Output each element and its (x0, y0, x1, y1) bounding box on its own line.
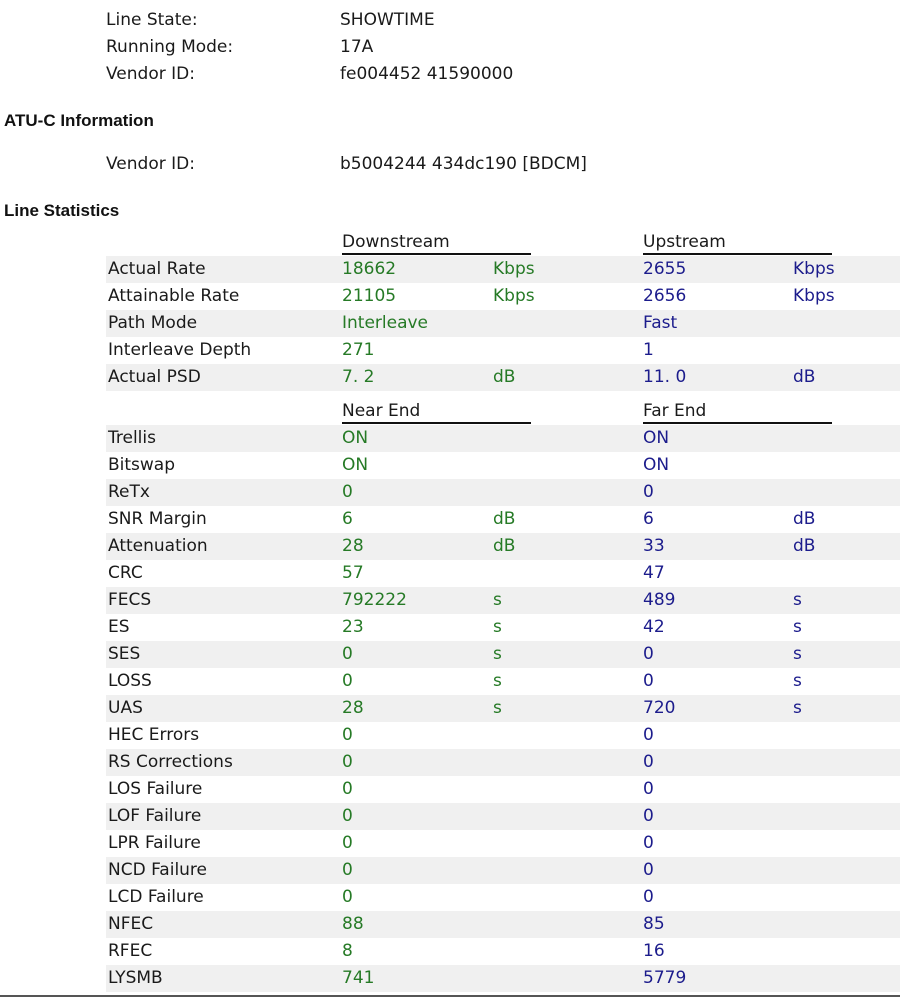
row-value: 18662 (342, 259, 397, 279)
row-label: HEC Errors (108, 725, 200, 745)
row-value: 0 (643, 644, 654, 664)
row-value: 0 (643, 860, 654, 880)
row-label: Actual PSD (108, 367, 201, 387)
table-row (106, 803, 900, 830)
row-unit: dB (493, 367, 516, 387)
table-row (106, 965, 900, 992)
rate-header-row (106, 229, 900, 256)
row-value: 28 (342, 536, 364, 556)
table-row (106, 587, 900, 614)
row-unit: s (793, 617, 802, 637)
table-row (106, 911, 900, 938)
row-label: LCD Failure (108, 887, 204, 907)
table-row (106, 560, 900, 587)
table-row (106, 337, 900, 364)
row-value: 6 (342, 509, 353, 529)
row-label: Path Mode (108, 313, 198, 333)
row-label: LOF Failure (108, 806, 202, 826)
row-label: RS Corrections (108, 752, 233, 772)
row-value: 0 (643, 833, 654, 853)
row-value: Interleave (342, 313, 429, 333)
row-unit: s (793, 671, 802, 691)
row-label: Bitswap (108, 455, 176, 475)
row-unit: Kbps (493, 286, 535, 306)
row-unit: s (793, 698, 802, 718)
row-value: 0 (643, 725, 654, 745)
table-row (106, 695, 900, 722)
row-label: SES (108, 644, 141, 664)
row-value: 1 (643, 340, 654, 360)
table-row (106, 533, 900, 560)
row-label: NCD Failure (108, 860, 208, 880)
row-value: 88 (342, 914, 364, 934)
table-row (106, 479, 900, 506)
atu-c-vendor-id-row (0, 151, 900, 178)
row-value: ON (643, 428, 670, 448)
row-label: LOS Failure (108, 779, 203, 799)
row-unit: Kbps (793, 286, 835, 306)
row-value: 0 (643, 887, 654, 907)
row-value: 0 (643, 806, 654, 826)
row-unit: dB (793, 509, 816, 529)
row-value: 23 (342, 617, 364, 637)
table-row (106, 641, 900, 668)
near-end-header: Near End (342, 400, 531, 424)
upstream-header: Upstream (643, 231, 832, 255)
row-label: Actual Rate (108, 259, 206, 279)
info-row-running-mode (0, 34, 900, 61)
row-value: 489 (643, 590, 676, 610)
row-unit: Kbps (493, 259, 535, 279)
far-end-header: Far End (643, 400, 832, 424)
row-label: ReTx (108, 482, 150, 502)
row-value: 7. 2 (342, 367, 375, 387)
row-unit: s (793, 644, 802, 664)
row-value: 0 (643, 671, 654, 691)
table-row (106, 884, 900, 911)
table-bottom-border (0, 995, 900, 997)
row-value: 0 (342, 671, 353, 691)
table-row (106, 364, 900, 391)
row-unit: dB (493, 536, 516, 556)
info-value: fe004452 41590000 (340, 64, 514, 84)
table-row (106, 938, 900, 965)
row-value: 0 (643, 752, 654, 772)
info-label: Running Mode: (106, 37, 234, 57)
row-value: ON (342, 428, 369, 448)
row-label: LOSS (108, 671, 152, 691)
line-statistics-table (106, 229, 900, 992)
row-label: SNR Margin (108, 509, 207, 529)
info-value: SHOWTIME (340, 10, 435, 30)
row-value: 21105 (342, 286, 397, 306)
info-label: Vendor ID: (106, 64, 195, 84)
table-row (106, 857, 900, 884)
row-value: 0 (342, 806, 353, 826)
row-unit: s (493, 644, 502, 664)
row-value: 85 (643, 914, 665, 934)
row-value: 0 (342, 482, 353, 502)
table-row (106, 776, 900, 803)
line-statistics-section-title: Line Statistics (4, 201, 120, 220)
table-row (106, 614, 900, 641)
row-unit: s (493, 617, 502, 637)
row-value: 2656 (643, 286, 687, 306)
row-value: 720 (643, 698, 676, 718)
table-row (106, 749, 900, 776)
row-unit: dB (793, 367, 816, 387)
row-value: 11. 0 (643, 367, 687, 387)
row-unit: s (493, 671, 502, 691)
table-row (106, 668, 900, 695)
row-value: 792222 (342, 590, 407, 610)
table-row (106, 830, 900, 857)
row-label: FECS (108, 590, 152, 610)
row-value: 6 (643, 509, 654, 529)
row-value: 2655 (643, 259, 687, 279)
row-label: RFEC (108, 941, 153, 961)
downstream-header: Downstream (342, 231, 531, 255)
row-value: 0 (342, 752, 353, 772)
info-row-vendor-id (0, 61, 900, 88)
row-label: CRC (108, 563, 143, 583)
row-value: 0 (342, 725, 353, 745)
row-value: 16 (643, 941, 665, 961)
row-value: 0 (643, 779, 654, 799)
row-unit: dB (793, 536, 816, 556)
table-row (106, 425, 900, 452)
row-value: 57 (342, 563, 364, 583)
row-label: LPR Failure (108, 833, 201, 853)
row-label: Trellis (108, 428, 156, 448)
row-label: NFEC (108, 914, 154, 934)
row-unit: Kbps (793, 259, 835, 279)
row-value: 47 (643, 563, 665, 583)
row-label: UAS (108, 698, 143, 718)
row-value: ON (342, 455, 369, 475)
end-header-row (106, 398, 900, 425)
row-unit: dB (493, 509, 516, 529)
row-unit: s (493, 590, 502, 610)
info-label: Line State: (106, 10, 198, 30)
row-unit: s (793, 590, 802, 610)
table-row (106, 283, 900, 310)
row-value: 0 (643, 482, 654, 502)
row-label: Attenuation (108, 536, 208, 556)
row-value: 33 (643, 536, 665, 556)
table-row (106, 310, 900, 337)
info-value: b5004244 434dc190 [BDCM] (340, 154, 587, 174)
table-row (106, 506, 900, 533)
row-value: 0 (342, 860, 353, 880)
info-row-line-state (0, 7, 900, 34)
row-label: Attainable Rate (108, 286, 240, 306)
row-value: 741 (342, 968, 375, 988)
row-value: 0 (342, 644, 353, 664)
table-row (106, 256, 900, 283)
end-rows (106, 425, 900, 992)
row-value: Fast (643, 313, 678, 333)
info-label: Vendor ID: (106, 154, 195, 174)
row-unit: s (493, 698, 502, 718)
row-value: 5779 (643, 968, 687, 988)
row-value: 0 (342, 779, 353, 799)
rate-rows (106, 256, 900, 391)
row-value: 28 (342, 698, 364, 718)
row-label: LYSMB (108, 968, 163, 988)
row-value: 42 (643, 617, 665, 637)
row-label: ES (108, 617, 130, 637)
row-value: 271 (342, 340, 375, 360)
row-value: 0 (342, 833, 353, 853)
atu-c-section-title: ATU-C Information (4, 111, 154, 130)
row-value: ON (643, 455, 670, 475)
row-value: 8 (342, 941, 353, 961)
table-row (106, 722, 900, 749)
row-value: 0 (342, 887, 353, 907)
table-row (106, 452, 900, 479)
info-value: 17A (340, 37, 374, 57)
row-label: Interleave Depth (108, 340, 252, 360)
